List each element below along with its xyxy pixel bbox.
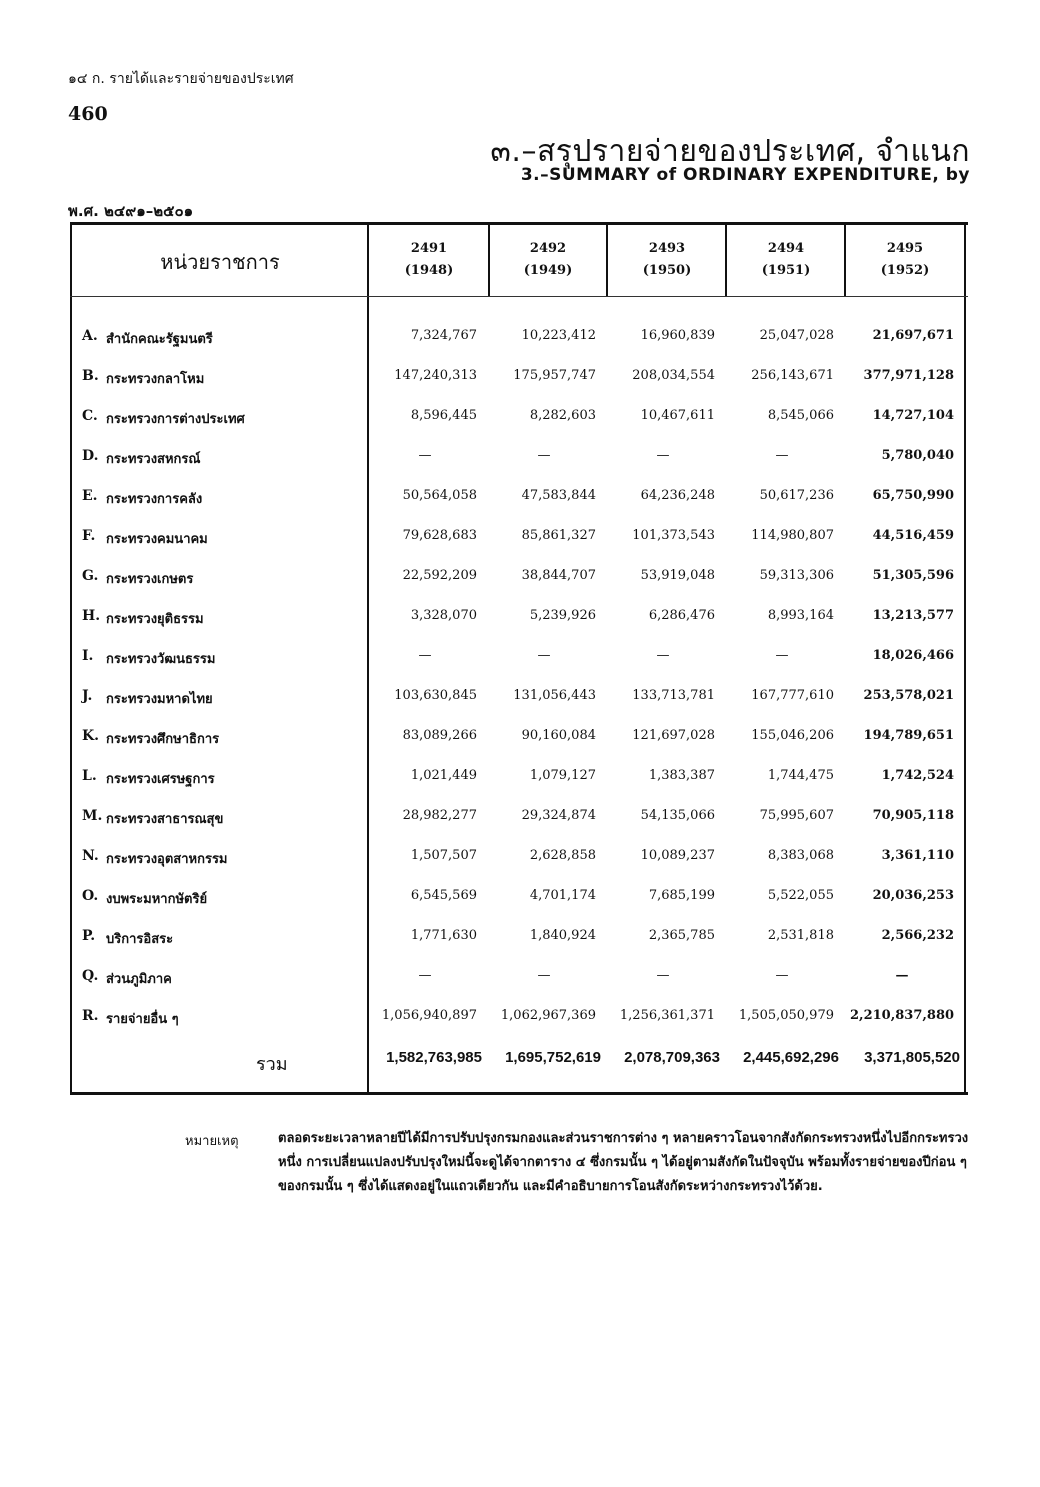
cell-value: 51,305,596 xyxy=(872,568,954,583)
table-row xyxy=(70,680,968,720)
cell-value: 85,861,327 xyxy=(521,528,596,543)
cell-value: — xyxy=(775,968,789,983)
cell-value: 2,531,818 xyxy=(767,928,834,943)
cell-value: — xyxy=(537,648,551,663)
table-row xyxy=(70,560,968,600)
cell-value: 1,079,127 xyxy=(529,768,596,783)
row-letter: C. xyxy=(82,408,98,424)
table-row xyxy=(70,760,968,800)
page-number: 460 xyxy=(68,103,108,125)
cell-value: 28,982,277 xyxy=(402,808,477,823)
total-value: 3,371,805,520 xyxy=(864,1049,960,1066)
cell-value: 7,685,199 xyxy=(648,888,715,903)
row-letter: B. xyxy=(82,368,99,384)
table-row xyxy=(70,640,968,680)
cell-value: — xyxy=(656,968,670,983)
table-row xyxy=(70,520,968,560)
year-ad: (1950) xyxy=(642,263,692,278)
cell-value: 8,282,603 xyxy=(529,408,596,423)
cell-value: 1,771,630 xyxy=(410,928,477,943)
era-range: พ.ศ. ๒๔๙๑–๒๕๐๑ xyxy=(68,202,194,220)
table-row xyxy=(70,840,968,880)
total-value: 1,695,752,619 xyxy=(505,1049,601,1066)
cell-value: 3,328,070 xyxy=(410,608,477,623)
table-row xyxy=(70,600,968,640)
cell-value: — xyxy=(895,968,909,983)
department-name: กระทรวงศึกษาธิการ xyxy=(106,732,220,747)
cell-value: 38,844,707 xyxy=(521,568,596,583)
cell-value: 16,960,839 xyxy=(640,328,715,343)
table-row xyxy=(70,720,968,760)
title-english: 3.–SUMMARY of ORDINARY EXPENDITURE, by xyxy=(520,165,970,185)
department-name: ส่วนภูมิภาค xyxy=(106,972,172,987)
cell-value: 194,789,651 xyxy=(863,728,954,743)
cell-value: 6,286,476 xyxy=(648,608,715,623)
cell-value: — xyxy=(418,968,432,983)
table-row xyxy=(70,1000,968,1040)
row-letter: E. xyxy=(82,488,98,504)
department-name: กระทรวงเศรษฐการ xyxy=(106,772,215,787)
year-header xyxy=(846,238,964,282)
total-value: 2,445,692,296 xyxy=(743,1049,839,1066)
cell-value: 103,630,845 xyxy=(394,688,477,703)
cell-value: 5,239,926 xyxy=(529,608,596,623)
cell-value: 131,056,443 xyxy=(513,688,596,703)
cell-value: 5,780,040 xyxy=(881,448,954,463)
total-label: รวม xyxy=(256,1054,288,1075)
department-name: บริการอิสระ xyxy=(106,932,174,947)
cell-value: 54,135,066 xyxy=(640,808,715,823)
cell-value: 2,566,232 xyxy=(881,928,954,943)
department-name: กระทรวงอุตสาหกรรม xyxy=(106,852,228,867)
cell-value: 4,701,174 xyxy=(529,888,596,903)
cell-value: 21,697,671 xyxy=(872,328,954,343)
department-name: งบพระมหากษัตริย์ xyxy=(106,892,208,907)
cell-value: 44,516,459 xyxy=(872,528,954,543)
cell-value: 114,980,807 xyxy=(751,528,834,543)
cell-value: 1,021,449 xyxy=(410,768,477,783)
cell-value: — xyxy=(656,648,670,663)
row-letter: I. xyxy=(82,648,94,664)
cell-value: 8,383,068 xyxy=(767,848,834,863)
header-department: หน่วยราชการ xyxy=(160,250,280,274)
department-name: กระทรวงสาธารณสุข xyxy=(106,812,224,827)
cell-value: 14,727,104 xyxy=(872,408,954,423)
row-letter: G. xyxy=(82,568,99,584)
cell-value: — xyxy=(418,648,432,663)
expenditure-table xyxy=(70,222,968,1097)
cell-value: 75,995,607 xyxy=(759,808,834,823)
row-letter: J. xyxy=(82,688,93,704)
row-letter: F. xyxy=(82,528,96,544)
department-name: กระทรวงการคลัง xyxy=(106,492,203,507)
department-name: กระทรวงคมนาคม xyxy=(106,532,208,547)
title-thai: ๓.–สรุปรายจ่ายของประเทศ, จำแนก xyxy=(490,134,970,169)
cell-value: — xyxy=(656,448,670,463)
department-name: กระทรวงเกษตร xyxy=(106,572,194,587)
cell-value: 1,505,050,979 xyxy=(738,1008,834,1023)
cell-value: 70,905,118 xyxy=(872,808,954,823)
table-row xyxy=(70,440,968,480)
table-top-rule xyxy=(70,222,968,225)
total-value: 1,582,763,985 xyxy=(386,1049,482,1066)
cell-value: 167,777,610 xyxy=(751,688,834,703)
cell-value: 1,744,475 xyxy=(767,768,834,783)
cell-value: 6,545,569 xyxy=(410,888,477,903)
cell-value: 25,047,028 xyxy=(759,328,834,343)
cell-value: 50,564,058 xyxy=(402,488,477,503)
note-label: หมายเหตุ xyxy=(185,1134,239,1149)
cell-value: 1,507,507 xyxy=(410,848,477,863)
table-row xyxy=(70,800,968,840)
row-letter: P. xyxy=(82,928,96,944)
department-name: กระทรวงสหกรณ์ xyxy=(106,452,201,467)
cell-value: 10,467,611 xyxy=(640,408,715,423)
cell-value: 59,313,306 xyxy=(759,568,834,583)
year-th: 2491 xyxy=(410,241,448,256)
cell-value: — xyxy=(537,448,551,463)
cell-value: 7,324,767 xyxy=(410,328,477,343)
year-ad: (1949) xyxy=(523,263,573,278)
table-row xyxy=(70,920,968,960)
row-letter: M. xyxy=(82,808,103,824)
cell-value: — xyxy=(537,968,551,983)
year-th: 2492 xyxy=(529,241,567,256)
row-letter: A. xyxy=(82,328,98,344)
cell-value: 20,036,253 xyxy=(872,888,954,903)
cell-value: 10,089,237 xyxy=(640,848,715,863)
cell-value: 8,993,164 xyxy=(767,608,834,623)
row-letter: N. xyxy=(82,848,99,864)
cell-value: 8,596,445 xyxy=(410,408,477,423)
department-name: กระทรวงการต่างประเทศ xyxy=(106,412,245,427)
cell-value: — xyxy=(775,448,789,463)
year-ad: (1951) xyxy=(761,263,811,278)
year-ad: (1948) xyxy=(404,263,454,278)
cell-value: — xyxy=(775,648,789,663)
cell-value: 155,046,206 xyxy=(751,728,834,743)
department-name: รายจ่ายอื่น ๆ xyxy=(106,1012,179,1027)
cell-value: 83,089,266 xyxy=(402,728,477,743)
table-row xyxy=(70,400,968,440)
year-th: 2494 xyxy=(767,241,805,256)
department-name: กระทรวงยุติธรรม xyxy=(106,612,204,627)
cell-value: 1,840,924 xyxy=(529,928,596,943)
total-value: 2,078,709,363 xyxy=(624,1049,720,1066)
header-rule xyxy=(70,296,968,297)
year-th: 2493 xyxy=(648,241,686,256)
department-name: กระทรวงกลาโหม xyxy=(106,372,205,387)
cell-value: 121,697,028 xyxy=(632,728,715,743)
cell-value: 64,236,248 xyxy=(640,488,715,503)
year-header xyxy=(489,238,607,282)
cell-value: 253,578,021 xyxy=(863,688,954,703)
cell-value: 22,592,209 xyxy=(402,568,477,583)
cell-value: 208,034,554 xyxy=(632,368,715,383)
table-row xyxy=(70,960,968,1000)
cell-value: 2,210,837,880 xyxy=(850,1008,955,1023)
cell-value: 90,160,084 xyxy=(521,728,596,743)
cell-value: 377,971,128 xyxy=(863,368,954,383)
year-header xyxy=(608,238,726,282)
cell-value: 1,256,361,371 xyxy=(619,1008,715,1023)
cell-value: 2,628,858 xyxy=(529,848,596,863)
department-name: กระทรวงมหาดไทย xyxy=(106,692,213,707)
cell-value: 147,240,313 xyxy=(394,368,477,383)
row-letter: D. xyxy=(82,448,99,464)
cell-value: 18,026,466 xyxy=(872,648,954,663)
cell-value: 13,213,577 xyxy=(872,608,954,623)
cell-value: 47,583,844 xyxy=(521,488,596,503)
row-letter: Q. xyxy=(82,968,99,984)
table-row xyxy=(70,480,968,520)
cell-value: 101,373,543 xyxy=(632,528,715,543)
cell-value: 50,617,236 xyxy=(759,488,834,503)
cell-value: 65,750,990 xyxy=(872,488,954,503)
year-header xyxy=(370,238,488,282)
cell-value: 3,361,110 xyxy=(881,848,954,863)
department-name: สำนักคณะรัฐมนตรี xyxy=(106,332,213,347)
row-letter: L. xyxy=(82,768,97,784)
table-row xyxy=(70,320,968,360)
cell-value: 1,383,387 xyxy=(648,768,715,783)
cell-value: 79,628,683 xyxy=(402,528,477,543)
cell-value: 1,742,524 xyxy=(881,768,954,783)
row-letter: K. xyxy=(82,728,100,744)
table-row xyxy=(70,880,968,920)
cell-value: 1,056,940,897 xyxy=(381,1008,477,1023)
year-header xyxy=(727,238,845,282)
running-head: ๑๔ ก. รายได้และรายจ่ายของประเทศ xyxy=(68,71,294,87)
cell-value: 175,957,747 xyxy=(513,368,596,383)
row-letter: O. xyxy=(82,888,99,904)
note-text: ตลอดระยะเวลาหลายปีได้มีการปรับปรุงกรมกองและส่วนราชการต่าง ๆ หลายคราวโอนจากสังกัดกระทรวงหนึ่งไปอีกกระทรวงหนึ่ง การเปลี่ยนแปลงปรับปรุงใหม่นี้จะดูได้จากตาราง ๔ ซึ่งกรมนั้น ๆ ได้อยู่ตามสังกัดในปัจจุบัน พร้อมทั้งรายจ่ายของปีก่อน ๆ ของกรมนั้น ๆ ซึ่งได้แสดงอยู่ในแถวเดียวกัน และมีคำอธิบายการโอนสังกัดระหว่างกระทรวงไว้ด้วย. xyxy=(278,1131,969,1194)
table-bottom-rule xyxy=(70,1092,968,1095)
row-letter: H. xyxy=(82,608,101,624)
cell-value: 256,143,671 xyxy=(751,368,834,383)
cell-value: 5,522,055 xyxy=(767,888,834,903)
cell-value: 2,365,785 xyxy=(648,928,715,943)
cell-value: 133,713,781 xyxy=(632,688,715,703)
row-letter: R. xyxy=(82,1008,99,1024)
cell-value: 29,324,874 xyxy=(521,808,596,823)
cell-value: — xyxy=(418,448,432,463)
cell-value: 53,919,048 xyxy=(640,568,715,583)
department-name: กระทรวงวัฒนธรรม xyxy=(106,652,216,667)
year-ad: (1952) xyxy=(880,263,930,278)
total-row xyxy=(70,1044,968,1084)
table-row xyxy=(70,360,968,400)
cell-value: 10,223,412 xyxy=(521,328,596,343)
cell-value: 8,545,066 xyxy=(767,408,834,423)
year-th: 2495 xyxy=(886,241,924,256)
cell-value: 1,062,967,369 xyxy=(500,1008,596,1023)
